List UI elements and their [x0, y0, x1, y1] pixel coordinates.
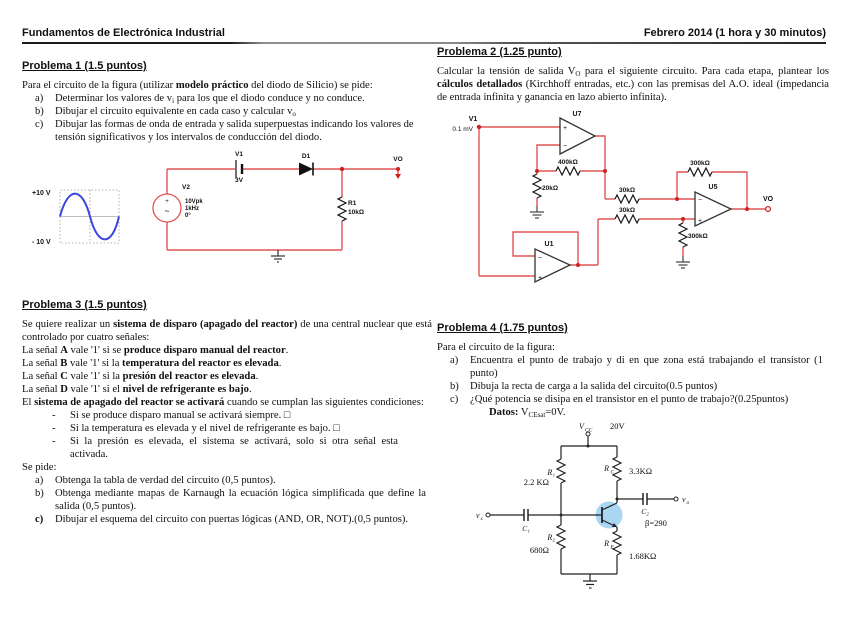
- vo-terminal: [674, 497, 678, 501]
- circuit-wires: [479, 127, 766, 276]
- condition-2: [22, 422, 432, 435]
- vo-label: v: [682, 495, 686, 504]
- item-text: Dibujar las formas de onda de entrada y salida superpuestas indicando los valores de tensión significativos y los intervalos de conducción del diodo.: [55, 119, 414, 143]
- problem1-intro: Para el circuito de la figura (utilizar modelo práctico del diodo de Silicio) se pide:: [22, 80, 373, 91]
- v2-phase: 0°: [185, 213, 191, 219]
- problem3-signal-d: La señal D vale '1' si el nivel de refrigerante es bajo.: [22, 384, 252, 395]
- item-text: Obtenga la tabla de verdad del circuito (0,5 puntos).: [55, 475, 276, 486]
- r1-label: R1: [348, 200, 357, 207]
- problem4-intro: Para el circuito de la figura:: [437, 342, 555, 353]
- u1-minus: −: [538, 255, 543, 262]
- condition-text: Si la presión es elevada, el sistema se activará, solo si otra señal esta activada.: [70, 436, 398, 460]
- problem3-signal-a: La señal A vale '1' si se produce disparo manual del reactor.: [22, 345, 289, 356]
- u7-label: U7: [572, 111, 582, 118]
- item-label: a): [35, 475, 44, 486]
- item-label: b): [450, 381, 459, 392]
- header-course-title: Fundamentos de Electrónica Industrial: [22, 27, 225, 39]
- re-sub: E: [610, 544, 614, 551]
- v1-value: 0.1 mV: [452, 126, 473, 133]
- item-label: a): [450, 355, 459, 366]
- u5-minus: −: [698, 197, 703, 204]
- re-label: R: [604, 539, 609, 548]
- item-text: Dibujar el circuito equivalente en cada caso y calcular $v_o$: [55, 106, 296, 118]
- vcc-value: 20V: [610, 421, 625, 431]
- r30k-bottom-label: 30kΩ: [618, 207, 636, 214]
- item-text: Determinar los valores de $v_i$ para los que el diodo conduce y no conduce.: [55, 93, 365, 105]
- vs-terminal: [486, 513, 490, 517]
- r1-label: R₁: [547, 468, 555, 477]
- r1-value: 10kΩ: [348, 209, 365, 216]
- problem4-datos: Datos: $V_{CEsat}=0V$.: [489, 407, 566, 419]
- item-label: c): [35, 119, 44, 130]
- u5-label: U5: [708, 184, 718, 191]
- problem2-intro: Calcular la tensión de salida $V_O$ para el siguiente circuito. Para cada etapa, plantear los cálculos detallados (Kirchhoff entradas, etc.) con las premisas del A.O. ideal (impedancia de entrada infinita y ganancia en lazo abierto infinita).: [437, 66, 829, 103]
- vcc-label: V: [579, 422, 584, 431]
- bullet: -: [52, 436, 56, 447]
- opamp-circuit-figure: [437, 110, 833, 302]
- problem3-signal-b: La señal B vale '1' si la temperatura del reactor es elevada.: [22, 358, 282, 369]
- problem2-title: Problema 2 (1.25 punto): [437, 46, 562, 58]
- problem3-sepide: Se pide:: [22, 462, 57, 473]
- r30k-top-label: 30kΩ: [618, 187, 636, 194]
- condition-text: Si se produce disparo manual se activará siempre. □: [70, 410, 291, 421]
- v1-value: 3V: [235, 177, 243, 184]
- u5-plus: +: [698, 218, 703, 225]
- bullet: -: [52, 423, 56, 434]
- condition-1: [22, 409, 432, 422]
- vo-label: VO: [762, 196, 774, 203]
- problem2-figure: [437, 110, 829, 302]
- bullet: -: [52, 410, 56, 421]
- v2-label: V2: [182, 184, 190, 191]
- problem4-item-a: [437, 354, 829, 380]
- v2-amplitude: 10Vpk: [185, 199, 203, 205]
- item-label: a): [35, 93, 44, 104]
- problem3-item-b: [22, 487, 432, 513]
- item-label: b): [35, 488, 44, 499]
- r300k-ground-label: 300kΩ: [688, 233, 708, 240]
- capacitors: [524, 493, 647, 521]
- vo-sub: o: [686, 500, 690, 506]
- vo-label: VO: [393, 156, 403, 163]
- r2-value: 680Ω: [529, 545, 549, 555]
- problem3-item-c: [22, 513, 432, 526]
- diode-symbol: [299, 163, 313, 176]
- r400k-label: 400kΩ: [558, 159, 578, 166]
- re-value: 1.68KΩ: [629, 551, 657, 561]
- vo-terminal: [396, 167, 400, 171]
- v2-frequency: 1kHz: [185, 206, 200, 212]
- v1-label: V1: [468, 116, 478, 123]
- vo-terminal: [766, 207, 771, 212]
- problem1-title: Problema 1 (1.5 puntos): [22, 60, 147, 72]
- vs-label: v: [476, 511, 480, 520]
- ground-symbol: [583, 581, 597, 588]
- d1-label: D1: [301, 153, 311, 160]
- u1-label: U1: [544, 241, 554, 248]
- beta-value: β=290: [645, 518, 667, 528]
- input-waveform-plot: [32, 190, 119, 246]
- r300k-feedback-label: 300kΩ: [690, 160, 710, 167]
- wave-plus-label: +10 V: [32, 190, 51, 197]
- condition-3: [22, 435, 432, 461]
- u7-plus: +: [563, 125, 568, 132]
- c2-label: C₂: [641, 507, 649, 516]
- problem1-item-c: [22, 118, 432, 144]
- source-plus-sign: +: [165, 199, 169, 205]
- item-text: Dibujar el esquema del circuito con puertas lógicas (AND, OR, NOT).(0,5 puntos).: [55, 514, 409, 525]
- vo-terminal-arrow: [395, 174, 401, 179]
- item-text: ¿Qué potencia se disipa en el transistor en el punto de trabajo?(0.25puntos): [470, 394, 789, 405]
- u7-minus: −: [563, 143, 568, 150]
- battery-symbol: [236, 160, 242, 178]
- problem3-signal-c: La señal C vale '1' si la presión del reactor es elevada.: [22, 371, 259, 382]
- right-column: [437, 46, 829, 624]
- v1-label: V1: [235, 151, 243, 158]
- resistor-r1-symbol: [338, 197, 346, 221]
- diode-circuit-figure: [22, 148, 430, 296]
- problem1-item-a: [22, 92, 432, 105]
- node-dot: [340, 167, 344, 171]
- problem3-item-a: [22, 474, 432, 487]
- item-text: Dibuja la recta de carga a la salida del circuito(0.5 puntos): [470, 381, 718, 392]
- item-text: Obtenga mediante mapas de Karnaugh la ecuación lógica simplificada que define la salida (0,5 puntos).: [55, 488, 426, 512]
- vcc-sub: CC: [585, 427, 593, 434]
- problem3-title: Problema 3 (1.5 puntos): [22, 299, 147, 311]
- left-column: [22, 60, 432, 526]
- condition-text: Si la temperatura es elevada y el nivel de refrigerante es bajo. □: [70, 423, 340, 434]
- problem4-title: Problema 4 (1.75 puntos): [437, 322, 568, 334]
- ground-symbol: [271, 250, 285, 262]
- r20k-label: 20kΩ: [542, 185, 559, 192]
- item-text: Encuentra el punto de trabajo y di en que zona está trabajando el transistor (1 punto): [470, 355, 823, 379]
- problem3-para1: Se quiere realizar un sistema de disparo (apagado del reactor) de una central nuclear que está controlado por cuatro señales:: [22, 319, 432, 343]
- rc-value: 3.3KΩ: [629, 466, 653, 476]
- problem4-figure: [463, 419, 829, 624]
- problem3-para2: El sistema de apagado del reactor se activará cuando se cumplan las siguientes condiciones:: [22, 397, 424, 408]
- r1-value: 2.2 KΩ: [523, 477, 549, 487]
- item-label: c): [35, 514, 44, 525]
- header-rule: [22, 42, 826, 44]
- source-sine-glyph: ~: [164, 206, 170, 216]
- vs-sub: s: [480, 516, 483, 522]
- c1-label: C₁: [522, 524, 530, 533]
- transistor-circuit-figure: [463, 419, 773, 624]
- problem1-item-b: [22, 105, 432, 118]
- problem1-figure: [22, 148, 432, 296]
- item-label: b): [35, 106, 44, 117]
- item-label: c): [450, 394, 459, 405]
- rc-sub: C: [610, 469, 615, 476]
- r2-label: R₂: [547, 533, 555, 542]
- node-dots: [477, 125, 749, 267]
- u1-plus: +: [538, 275, 543, 282]
- wave-minus-label: - 10 V: [32, 239, 51, 246]
- problem4-item-b: [437, 380, 829, 393]
- problem4-item-c: [437, 393, 829, 406]
- rc-label: R: [604, 464, 609, 473]
- header-exam-date: Febrero 2014 (1 hora y 30 minutos): [643, 27, 826, 39]
